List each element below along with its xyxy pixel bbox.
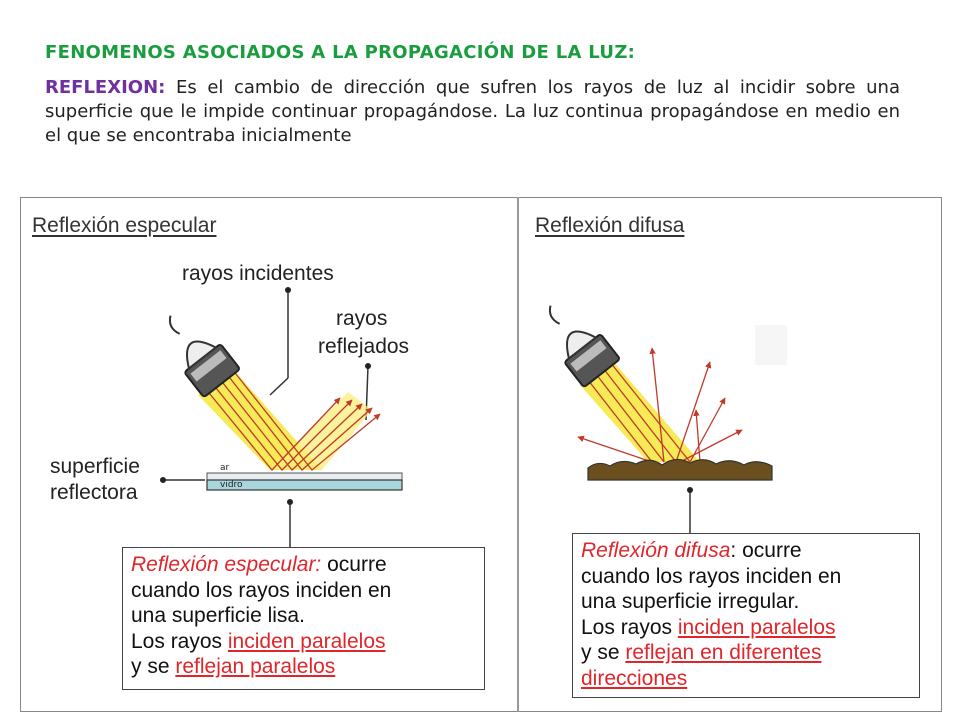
label-reflected-rays-2: reflejados <box>318 335 410 358</box>
specular-box-line1: ocurre <box>321 553 387 576</box>
specular-air-layer <box>207 473 402 480</box>
diffuse-panel-title: Reflexión difusa <box>535 214 685 237</box>
label-glass: vidro <box>220 480 243 490</box>
definition-term: REFLEXION: <box>45 77 166 98</box>
surface-leader-dot <box>160 477 166 483</box>
specular-box-line5: y se <box>131 655 176 678</box>
label-surface-2: reflectora <box>50 481 138 504</box>
diffuse-description-box <box>572 533 920 698</box>
page-title: FENOMENOS ASOCIADOS A LA PROPAGACIÓN DE LA LUZ: <box>45 42 636 63</box>
diffuse-box-line3: una superficie irregular. <box>581 590 800 613</box>
specular-description-box <box>122 547 485 690</box>
diffuse-box-line4: Los rayos <box>581 615 678 639</box>
diffuse-box-inciden-paralelos: inciden paralelos <box>677 615 836 639</box>
reflected-leader-dot <box>365 363 371 369</box>
specular-box-leader-dot <box>287 499 293 505</box>
specular-box-line2: cuando los rayos inciden en <box>131 578 392 602</box>
diffuse-box-leader-dot <box>687 487 693 493</box>
specular-box-inciden-paralelos: inciden paralelos <box>227 629 386 653</box>
diffuse-illustration <box>532 292 787 535</box>
diffuse-box-line2: cuando los rayos inciden en <box>581 564 842 588</box>
specular-box-reflejan-paralelos: reflejan paralelos <box>175 655 336 678</box>
label-incident-rays: rayos incidentes <box>182 262 334 285</box>
label-reflected-rays-1: rayos <box>336 307 388 330</box>
specular-box-line3: una superficie lisa. <box>131 604 305 627</box>
diffuse-box-direcciones: direcciones <box>581 666 688 690</box>
specular-box-term: Reflexión especular: <box>131 553 322 576</box>
label-air: ar <box>220 463 230 473</box>
diffuse-box-line1: : ocurre <box>730 539 802 562</box>
incident-leader-line-tip <box>270 378 288 395</box>
label-surface-1: superficie <box>50 455 140 478</box>
diffuse-box-line5: y se <box>581 641 626 664</box>
incident-leader-dot <box>285 287 291 293</box>
specular-panel-title: Reflexión especular <box>32 214 217 237</box>
definition-text: Es el cambio de dirección que sufren los rayos de luz al incidir sobre una superficie que le impide continuar propagándose. La luz continua propagándose en medio en el que se encontraba inicialmente <box>45 77 900 146</box>
diffuse-box-reflejan-diferentes: reflejan en diferentes <box>625 641 822 664</box>
diffuse-box-term: Reflexión difusa <box>581 539 731 562</box>
specular-box-line4: Los rayos <box>131 629 228 653</box>
diffuse-rough-surface <box>588 459 772 480</box>
